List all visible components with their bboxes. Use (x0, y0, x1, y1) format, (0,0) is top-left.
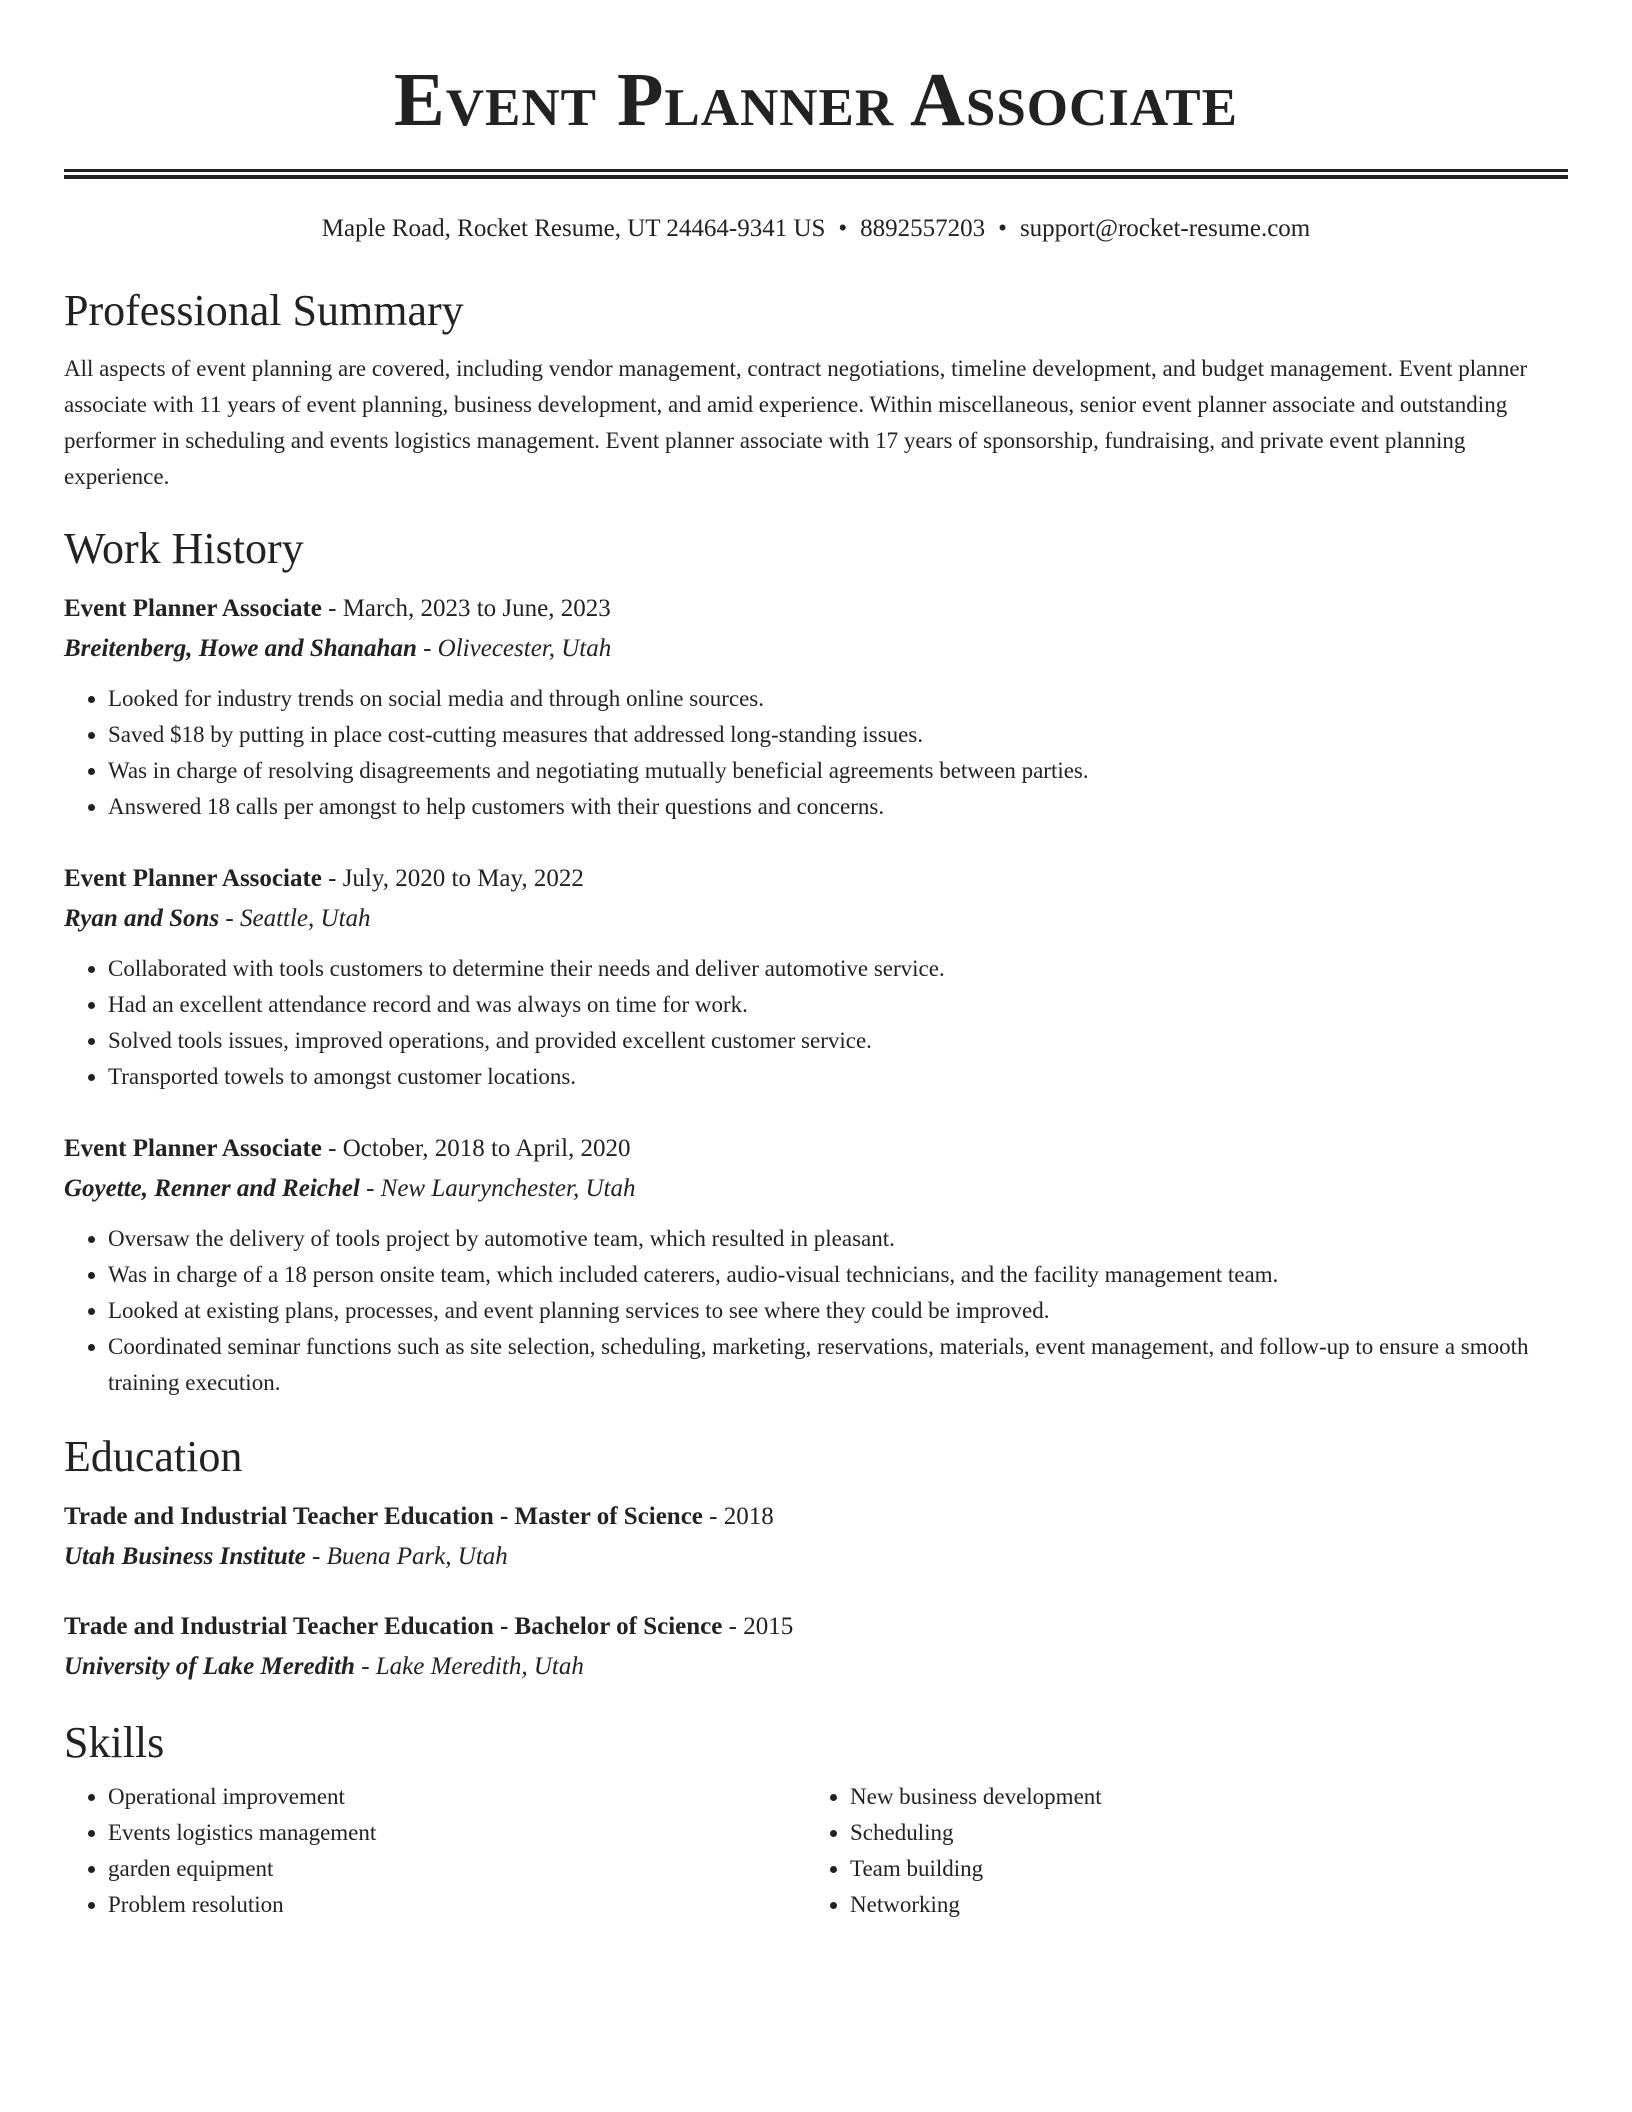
school-location: - Lake Meredith, Utah (354, 1653, 584, 1680)
degree-line (64, 1607, 1568, 1647)
school-location: - Buena Park, Utah (305, 1543, 508, 1570)
education-heading: Education (64, 1432, 243, 1481)
job-title-line (64, 589, 1568, 629)
job-role: Event Planner Associate (64, 1135, 322, 1162)
school-line (64, 1647, 1568, 1687)
job-bullet: • Looked at existing plans, processes, and event planning services to see where they could be improved. (108, 1293, 1568, 1329)
job-role: Event Planner Associate (64, 865, 322, 892)
job-bullet: • Saved $18 by putting in place cost-cutting measures that addressed long-standing issues. (108, 717, 1568, 753)
contact-separator: • (838, 215, 848, 242)
education-entry (64, 1607, 1568, 1687)
job-dates: - March, 2023 to June, 2023 (321, 595, 611, 622)
contact-separator: • (998, 215, 1007, 242)
candidate-name: Event Planner Associate (394, 58, 1238, 142)
summary-heading: Professional Summary (64, 286, 464, 335)
skills-column-right (806, 1779, 1548, 1923)
education-entry (64, 1497, 1568, 1577)
job-bullet: • Solved tools issues, improved operations, and provided excellent customer service. (108, 1023, 1568, 1059)
skill-item: • Problem resolution (108, 1887, 806, 1923)
job-bullet: • Collaborated with tools customers to determine their needs and deliver automotive service. (108, 951, 1568, 987)
job-bullet: • Oversaw the delivery of tools project by automotive team, which resulted in pleasant. (108, 1221, 1568, 1257)
header-divider (64, 169, 1568, 179)
job-role: Event Planner Associate (64, 595, 322, 622)
school-name: University of Lake Meredith (64, 1653, 355, 1680)
skill-item: • Operational improvement (108, 1779, 806, 1815)
job-entry (64, 1129, 1568, 1401)
job-entry (64, 859, 1568, 1095)
skill-item: • Networking (850, 1887, 1548, 1923)
job-company-line (64, 1169, 1568, 1209)
job-dates: - October, 2018 to April, 2020 (321, 1135, 631, 1162)
job-company-line (64, 899, 1568, 939)
contact-address: Maple Road, Rocket Resume, UT 24464-9341 US (321, 215, 826, 242)
skill-item: • New business development (850, 1779, 1548, 1815)
job-company: Breitenberg, Howe and Shanahan (64, 635, 417, 662)
skill-item: • Scheduling (850, 1815, 1548, 1851)
skill-item: • garden equipment (108, 1851, 806, 1887)
job-company-line (64, 629, 1568, 669)
school-line (64, 1537, 1568, 1577)
job-dates: - July, 2020 to May, 2022 (321, 865, 584, 892)
job-bullets (64, 681, 1568, 825)
job-entry (64, 589, 1568, 825)
job-bullet: • Coordinated seminar functions such as site selection, scheduling, marketing, reservations, materials, event management, and follow-up to ensure a smooth training execution. (108, 1329, 1568, 1401)
job-company: Goyette, Renner and Reichel (64, 1175, 360, 1202)
job-title-line (64, 859, 1568, 899)
job-bullet: • Was in charge of resolving disagreements and negotiating mutually beneficial agreements between parties. (108, 753, 1568, 789)
work-history-heading: Work History (64, 524, 304, 573)
job-company: Ryan and Sons (64, 905, 220, 932)
degree-year: - 2015 (722, 1613, 794, 1640)
contact-phone: 8892557203 (860, 215, 986, 242)
job-title-line (64, 1129, 1568, 1169)
job-location: - Olivecester, Utah (416, 635, 612, 662)
contact-line (64, 213, 1568, 245)
degree-name: Trade and Industrial Teacher Education - Bachelor of Science (64, 1613, 723, 1640)
work-history-list (64, 589, 1568, 1401)
job-bullets (64, 951, 1568, 1095)
skills-heading: Skills (64, 1718, 165, 1767)
school-name: Utah Business Institute (64, 1543, 306, 1570)
job-location: - New Laurynchester, Utah (359, 1175, 636, 1202)
job-bullets (64, 1221, 1568, 1401)
degree-year: - 2018 (702, 1503, 774, 1530)
skills-column-left (64, 1779, 806, 1923)
skills-grid (64, 1779, 1568, 1923)
skill-item: • Team building (850, 1851, 1548, 1887)
contact-email: support@rocket-resume.com (1019, 215, 1311, 242)
job-bullet: • Looked for industry trends on social media and through online sources. (108, 681, 1568, 717)
skill-item: • Events logistics management (108, 1815, 806, 1851)
job-bullet: • Answered 18 calls per amongst to help customers with their questions and concerns. (108, 789, 1568, 825)
job-location: - Seattle, Utah (219, 905, 371, 932)
education-list (64, 1497, 1568, 1687)
degree-line (64, 1497, 1568, 1537)
job-bullet: • Transported towels to amongst customer locations. (108, 1059, 1568, 1095)
job-bullet: • Had an excellent attendance record and was always on time for work. (108, 987, 1568, 1023)
job-bullet: • Was in charge of a 18 person onsite team, which included caterers, audio-visual technicians, and the facility management team. (108, 1257, 1568, 1293)
degree-name: Trade and Industrial Teacher Education - Master of Science (64, 1503, 703, 1530)
summary-text: All aspects of event planning are covered, including vendor management, contract negotiations, timeline development, and budget management. Event planner associate with 11 years of event planning, business development, and amid experience. Within miscellaneous, senior event planner associate and outstanding performer in scheduling and events logistics management. Event planner associate with 17 years of sponsorship, fundraising, and private event planning experience. (64, 356, 1528, 489)
